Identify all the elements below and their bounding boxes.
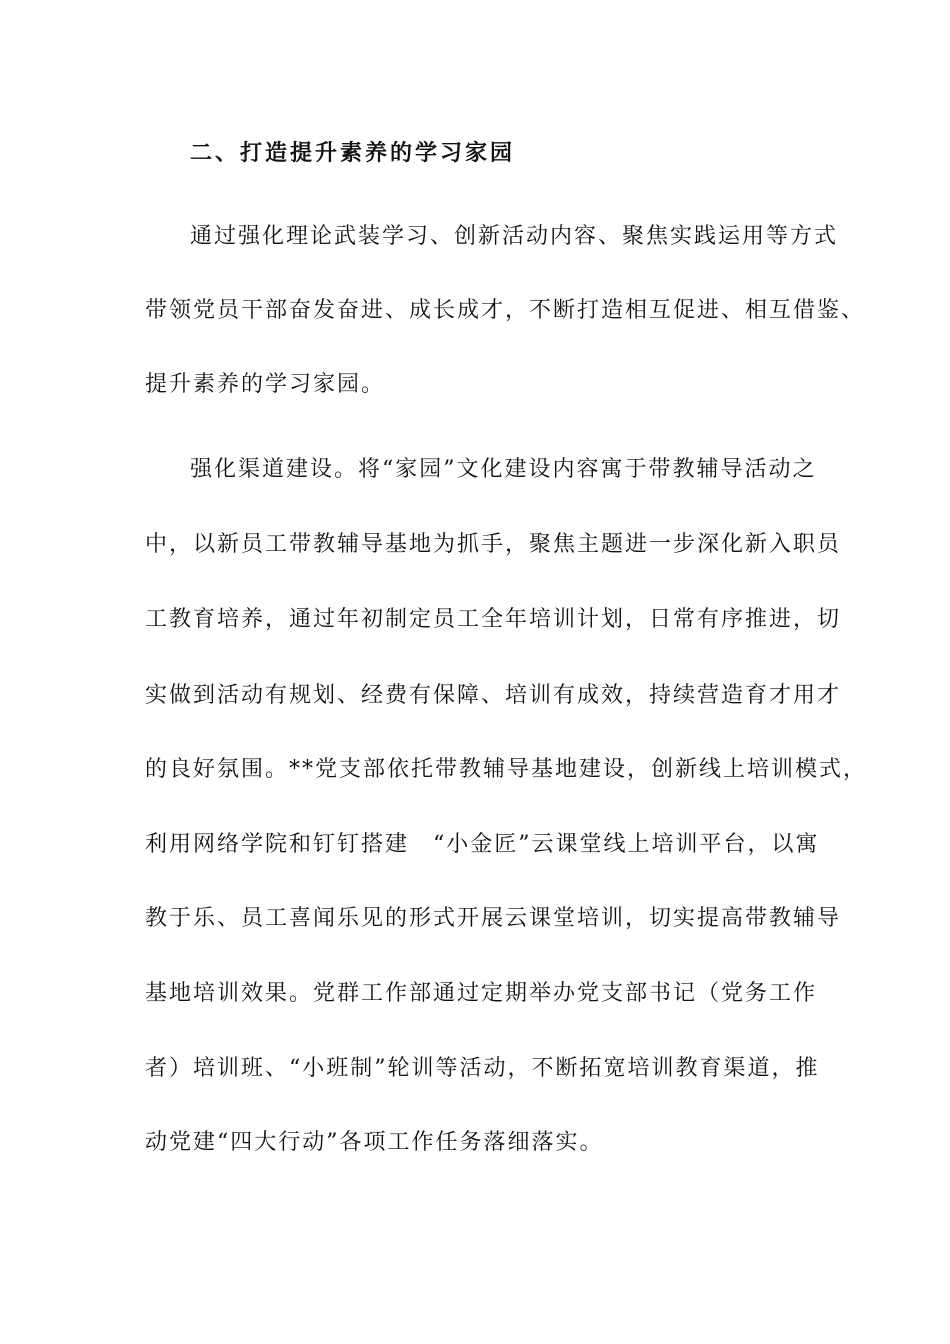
paragraph-2-line-7: 教于乐、员工喜闻乐见的形式开展云课堂培训，切实提高带教辅导	[145, 906, 842, 931]
paragraph-2-line-8: 基地培训效果。党群工作部通过定期举办党支部书记（党务工作	[145, 981, 818, 1006]
paragraph-1-line-1: 通过强化理论武装学习、创新活动内容、聚焦实践运用等方式	[190, 224, 839, 249]
paragraph-2-line-3: 工教育培养，通过年初制定员工全年培训计划，日常有序推进，切	[145, 607, 842, 632]
paragraph-2-line-5: 的良好氛围。**党支部依托带教辅导基地建设，创新线上培训模式，	[145, 757, 868, 782]
section-heading: 二、打造提升素养的学习家园	[190, 140, 516, 166]
paragraph-1-line-3: 提升素养的学习家园。	[145, 372, 386, 397]
paragraph-1-line-2: 带领党员干部奋发奋进、成长成才，不断打造相互促进、相互借鉴、	[145, 298, 866, 323]
paragraph-2-line-10: 动党建“四大行动”各项工作任务落细落实。	[145, 1130, 604, 1155]
paragraph-2-line-6: 利用网络学院和钉钉搭建 “小金匠”云课堂线上培训平台，以寓	[145, 832, 820, 857]
paragraph-2-line-2: 中，以新员工带教辅导基地为抓手，聚焦主题进一步深化新入职员	[145, 532, 842, 557]
paragraph-2-line-9: 者）培训班、“小班制”轮训等活动，不断拓宽培训教育渠道，推	[145, 1056, 820, 1081]
paragraph-2-line-4: 实做到活动有规划、经费有保障、培训有成效，持续营造育才用才	[145, 683, 842, 708]
paragraph-2-line-1: 强化渠道建设。将“家园”文化建设内容寓于带教辅导活动之	[190, 457, 817, 482]
